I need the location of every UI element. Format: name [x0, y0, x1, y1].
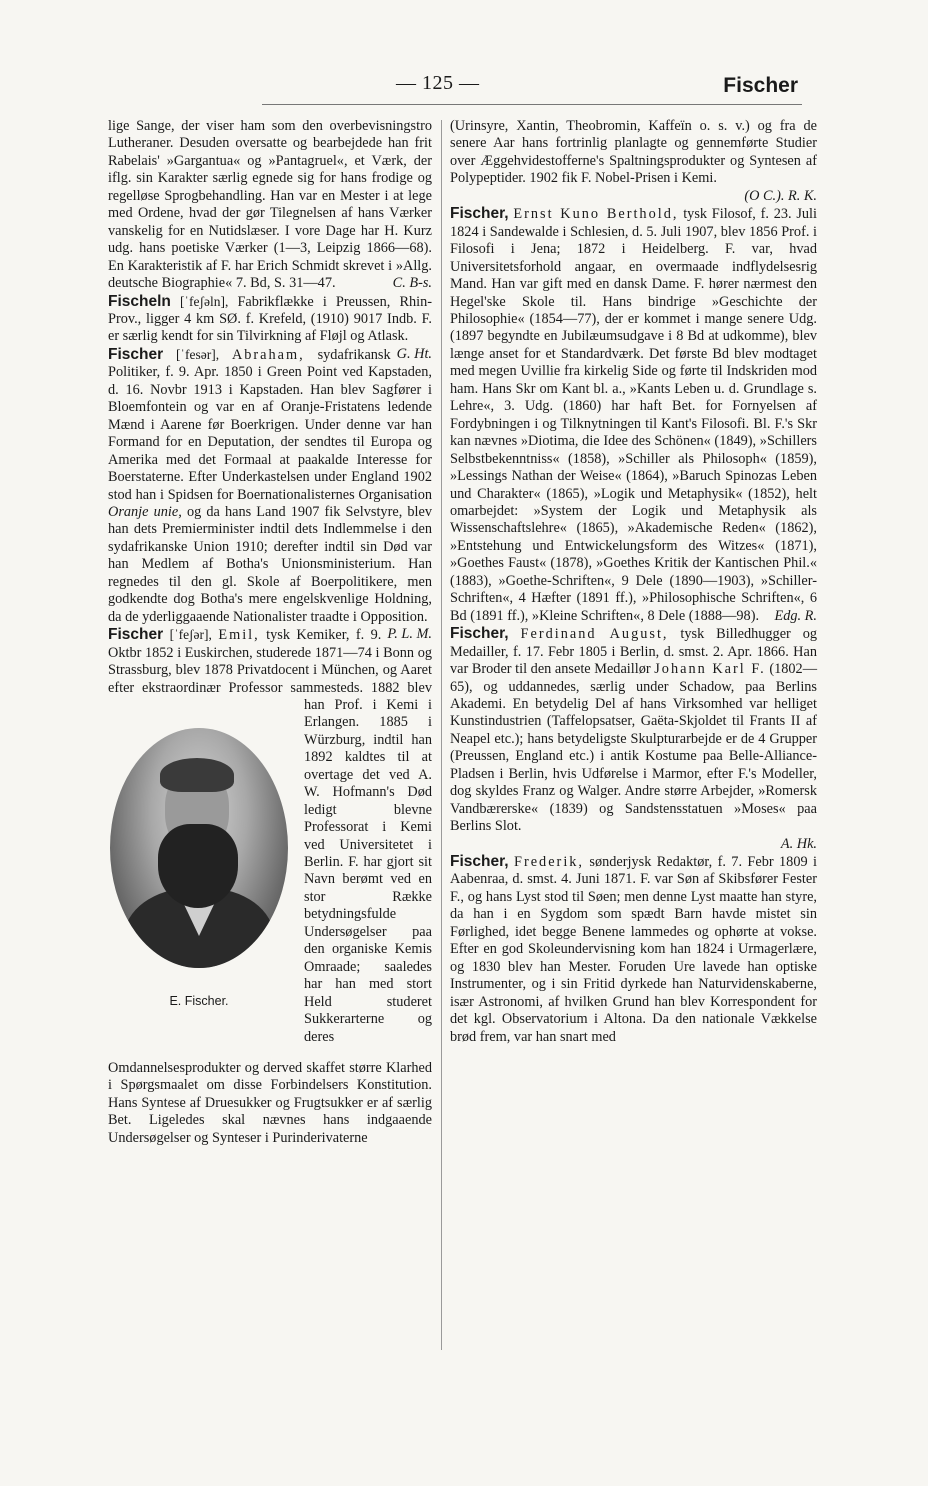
right-column [450, 118, 817, 1046]
portrait-caption: E. Fischer. [169, 993, 229, 1008]
entry-headword: Fischer [108, 626, 164, 644]
entry-signature: A. Hk. [780, 835, 817, 852]
page-number: — 125 — [396, 72, 480, 94]
entry-headword: Fischer, [450, 205, 509, 223]
portrait-beard [158, 824, 238, 908]
continued-entry [108, 118, 432, 293]
portrait-photo [110, 728, 288, 968]
entry-text: (1802—65), og uddannedes, særlig under Schadow, paa Berlins Akademi. En betydelig Del af hans Virksomhed var helliget Kunstindustrien (Taffelopsatser, Gaëta-Skjoldet til Frants II af Neapel etc.); hans betydeligste Skulpturarbejde er de 4 Grupper (Preussen, England etc.) i antik Kostume paa Belle-Alliance-Pladsen i Berlin, hvis Udførelse i Marmor, efter F.'s Modeller, dog skyldes Franz og Walger. Andre større Arbejder, »Romersk Vandbærerske« (1839) og Sandstensstatuen »Moses« paa Berlins Slot. [450, 661, 817, 835]
entry-text: lige Sange, der viser ham som den overbevisningstro Lutheraner. Desuden oversatte og bearbejdede han frit Rabelais' »Gargantua« og »Pantagruel«, et Værk, der iflg. sin Karakter særlig egnede sig for hans frodige og regelløse Sprogbehandling. Han var en Mester i at lege med Ordene, hvad der gør Tilegnelsen af hans Værker vanskelig for en Nutidslæser. I vore Dage har H. Kurz udg. hans poetiske Værker (1—3, Leipzig 1866—68). En Karakteristik af F. har Erich Schmidt skrevet i »Allg. deutsche Biographie« 7. Bd, S. 31—47. [108, 118, 432, 292]
running-head: Fischer [723, 74, 798, 97]
entry-text: sønderjysk Redaktør, f. 7. Febr 1809 i Aabenraa, d. smst. 4. Juni 1871. F. var Søn af Skibsfører Fester F., og hans Lyst stod til Søen; men denne Lyst maatte han styre, da han i en Sygdom som spædt Barn havde mistet sin Førlighed, idet begge Benene lammedes og ophørte at vokse. Efter en god Skoleundervisning kom han 1824 i Urmagerlære, og 1830 blev han Mester. Foruden Ure lavede han optiske Instrumenter, og i sin Fritid dyrkede han Naturvidenskaberne, især Astronomi, af hvilken Grund han blev Korrespondent for det kgl. Observatorium i Altona. Da den nationale Vækkelse brød frem, var han snart med [450, 854, 817, 1045]
entry-pronunciation: [ˈfeʃər], [169, 627, 212, 643]
entry-headword: Fischer [108, 345, 164, 363]
entry-fischer-emil [108, 626, 432, 1147]
page-header [262, 68, 802, 104]
left-column [108, 118, 432, 1147]
entry-text: tysk Filosof, f. 23. Juli 1824 i Sandewalde i Schlesien, d. 5. Juli 1907, blev 1856 Prof. i Filosofi i Jena; 1872 i Heidelberg. F. var, hvad Universitetsforhold angaar, en overmaade indflydelsesrig Mand. Han var gift med en dansk Dame. F. hører nærmest den Hegel'ske Skole til. Hans bindrige »Geschichte der Philosophie« (1854—77), der er kommet i mange senere Udg. (1897 begyndte en Jubilæumsudgave i 8 Bd at udkomme), blev længe anset for et Standardværk. Det første Bd blev modtaget med megen Uvillie fra kirkelig Side og førte til Indskriden mod ham. Hans Skr om Kant bl. a., »Kants Leben u. d. Grundlage s. Lehre«, 3. Udg. (1860) har haft Bet. for Fornyelsen af Fordybningen i og Tilknytningen til Kant's Filosofi. Bl. F.'s Skr kan nævnes »Diotima, die Idee des Schönen« (1849), »Schillers Selbstbekenntniss« (1858), »Schiller als Philosoph« (1859), »Lessings Nathan der Weise« (1864), »Baruch Spinozas Leben und Charakter« (1865), »Logik und Metaphysik« (1852), helt omarbejdet: »System der Logik und Metaphysik als Wissenschaftslehre« (1865), »Akademische Reden« (1862), »Entstehung und Entwickelungsform des Witzes« (1871), »Goethes Faust« (1878), »Goethes Kritik der Kantischen Phil.« (1883), »Goethe-Schriften«, 9 Dele (1890—1903), »Schiller-Schriften«, 4 Hæfter (1891 ff.), »Philosophische Schriften«, 6 Bd (1891 ff.), »Kleine Schriften«, 8 Dele (1888—98). [450, 206, 818, 624]
entry-signature: G. Ht. [396, 345, 432, 362]
entry-name: Ferdinand August, [520, 626, 669, 643]
entry-pronunciation: [ˈfeʃəln], [180, 293, 229, 309]
entry-name: Abraham, [231, 346, 305, 363]
entry-text: Fabrikflække i Preussen, Rhin-Prov., ligger 4 km SØ. f. Krefeld, (1910) 9017 Indb. F. er særlig kendt for sin Tilvirkning af Fløjl og Atlask. [108, 293, 433, 345]
entry-headword: Fischer, [450, 625, 509, 643]
entry-name: Johann Karl F. [654, 661, 766, 678]
portrait-hair [160, 758, 234, 792]
column-divider [441, 120, 442, 1350]
continued-entry [450, 118, 817, 188]
entry-text: (Urinsyre, Xantin, Theobromin, Kaffeïn o. s. v.) og fra de senere Aar hans fortrinlig planlagte og gennemførte Studier over Æggehvidestofferne's Spaltningsprodukter og Syntesen af Polypeptider. 1902 fik F. Nobel-Prisen i Kemi. [450, 118, 817, 187]
entry-name: Frederik, [514, 854, 585, 871]
entry-text-continued: 1882 blev han Prof. i Kemi i Erlangen. 1885 i Würzburg, indtil han 1892 kaldtes til at overtage det ved A. W. Hofmann's Død ledigt blevne Professorat i Kemi ved Universitetet i Berlin. F. har gjort sit Navn berømt ved en stor Række betydningsfulde Undersøgelser paa den organiske Kemis Omraade; saaledes har han med stort Held studeret Sukkerarterne og deres Omdannelsesprodukter og derved skaffet større Klarhed i Spørgsmaalet om disse Forbindelsers Konstitution. Hans Syntese af Druesukker og Frugtsukker er af særlig Bet. Ligeledes skal nævnes hans indgaaende Undersøgelser og Synteser i Purinderivaterne [108, 679, 432, 1146]
portrait-figure [108, 703, 296, 1058]
entry-signature: Edg. R. [774, 607, 817, 624]
header-rule [262, 104, 802, 105]
entry-headword: Fischer, [450, 853, 509, 871]
entry-text: tysk Billedhugger og Medailler, f. 17. Febr 1805 i Berlin, d. smst. 2. Apr. 1866. Han var Broder til den ansete Medaillør [450, 626, 818, 678]
entry-text: og da hans Land 1907 fik Selvstyre, blev han dets Premierminister indtil dets Indlemmelse i den sydafrikanske Union 1910; derefter indtil sin Død var han Medlem af Botha's Unionsministerium. Han regnedes til den gl. Skole af Boerpolitikere, men godkendte dog Botha's mere engelskvenlige Holdning, da de yderliggaaende Nationalister traadte i Opposition. [108, 503, 432, 625]
entry-fischer-frederik [450, 853, 817, 1046]
entry-text: sydafrikansk Politiker, f. 9. Apr. 1850 i Green Point ved Kapstaden, d. 16. Novbr 1913 i Kapstaden. Han blev Sagfører i Bloemfontein og var en af Oranje-Fristatens ledende Mænd i Aarene før Boerkrigen. Under denne var han Formand for en Deputation, der sendtes til Europa og Amerika med det Formaal at paakalde Interesse for Boerstaterne. Efter Underkastelsen under England 1902 stod han i Spidsen for Boernationalisternes Organisation [108, 346, 432, 503]
entry-pronunciation: [ˈfesər], [176, 346, 220, 362]
entry-signature: P. L. M. [387, 626, 432, 643]
entry-fischer-ferdinand [450, 625, 817, 835]
entry-name: Emil, [218, 627, 260, 644]
entry-headword: Fischeln [108, 292, 171, 310]
entry-text: tysk Kemiker, f. 9. Oktbr 1852 i Euskirchen, studerede 1871—74 i Bonn og Strassburg, blev 1878 Privatdocent i München, og Aaret efter ekstraordinær Professor sammesteds. [108, 627, 432, 696]
entry-name: Ernst Kuno Berthold, [513, 206, 679, 223]
entry-signature: (O C.). R. K. [744, 187, 817, 204]
entry-fischer-ernst [450, 205, 817, 625]
entry-signature: C. B-s. [392, 275, 432, 292]
entry-italic: Oranje unie, [108, 503, 182, 520]
